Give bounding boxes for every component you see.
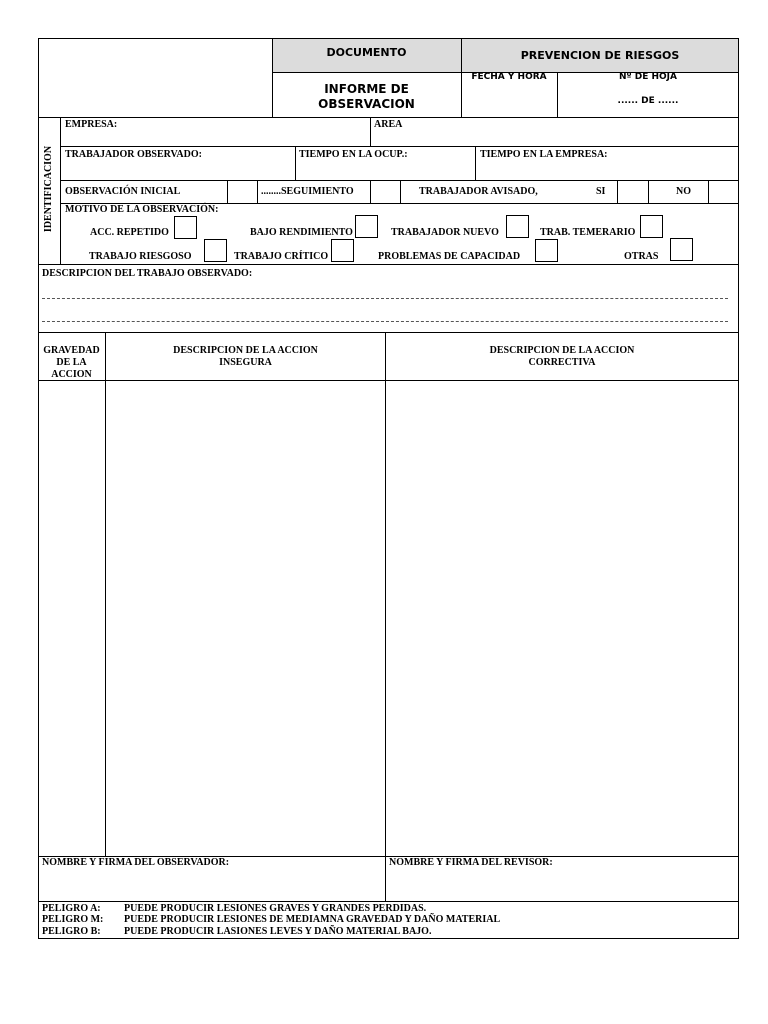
trabajo-critico-checkbox[interactable]: [331, 239, 354, 262]
peligro-a-text: PUEDE PRODUCIR LESIONES GRAVES Y GRANDES PERDIDAS.: [124, 903, 427, 914]
acc-repetido-label: ACC. REPETIDO: [90, 227, 169, 238]
peligro-a-code: PELIGRO A:: [42, 903, 101, 914]
trabajador-nuevo-checkbox[interactable]: [506, 215, 529, 238]
seguimiento-label: ........SEGUIMIENTO: [261, 186, 354, 197]
tiempo-empresa-label: TIEMPO EN LA EMPRESA:: [480, 149, 608, 160]
gravedad-header-line3: ACCION: [51, 369, 92, 380]
peligro-b-text: PUEDE PRODUCIR LASIONES LEVES Y DAÑO MATERIAL BAJO.: [124, 926, 432, 937]
peligro-b-code: PELIGRO B:: [42, 926, 101, 937]
acc-repetido-checkbox[interactable]: [174, 216, 197, 239]
bajo-rendimiento-checkbox[interactable]: [355, 215, 378, 238]
si-label: SI: [596, 186, 606, 197]
accion-correctiva-input-area[interactable]: [386, 381, 738, 856]
fecha-hora-label: FECHA Y HORA: [471, 72, 547, 82]
trab-temerario-checkbox[interactable]: [640, 215, 663, 238]
trabajo-riesgoso-label: TRABAJO RIESGOSO: [89, 251, 192, 262]
hoja-label: Nº DE HOJA: [619, 72, 677, 82]
bajo-rendimiento-label: BAJO RENDIMIENTO: [250, 227, 353, 238]
documento-label: DOCUMENTO: [326, 46, 407, 59]
gravedad-header-line2: DE LA: [56, 357, 87, 368]
trabajo-critico-label: TRABAJO CRÍTICO: [234, 251, 329, 262]
empresa-label: EMPRESA:: [65, 119, 118, 130]
area-label: AREA: [374, 119, 403, 130]
firma-observador-label: NOMBRE Y FIRMA DEL OBSERVADOR:: [42, 857, 230, 868]
no-label: NO: [676, 186, 691, 197]
trabajador-observado-label: TRABAJADOR OBSERVADO:: [65, 149, 202, 160]
descripcion-trabajo-label: DESCRIPCION DEL TRABAJO OBSERVADO:: [42, 268, 253, 279]
problemas-capacidad-label: PROBLEMAS DE CAPACIDAD: [378, 251, 521, 262]
document-title-line2: OBSERVACION: [318, 97, 415, 111]
identificacion-side-label: IDENTIFICACION: [43, 145, 54, 233]
observacion-inicial-label: OBSERVACIÓN INICIAL: [65, 186, 181, 197]
accion-insegura-input-area[interactable]: [106, 381, 385, 856]
accion-insegura-header-line2: INSEGURA: [219, 357, 272, 368]
document-title-line1: INFORME DE: [324, 82, 409, 96]
problemas-capacidad-checkbox[interactable]: [535, 239, 558, 262]
peligro-m-code: PELIGRO M:: [42, 914, 104, 925]
accion-insegura-header-line1: DESCRIPCION DE LA ACCION: [173, 345, 318, 356]
descripcion-line-1[interactable]: [42, 298, 728, 299]
gravedad-header-line1: GRAVEDAD: [43, 345, 100, 356]
otras-label: OTRAS: [624, 251, 659, 262]
peligro-m-text: PUEDE PRODUCIR LESIONES DE MEDIAMNA GRAVEDAD Y DAÑO MATERIAL: [124, 914, 501, 925]
trab-temerario-label: TRAB. TEMERARIO: [540, 227, 636, 238]
gravedad-input-area[interactable]: [39, 381, 105, 856]
hoja-value: ...... DE ......: [617, 96, 679, 106]
trabajo-riesgoso-checkbox[interactable]: [204, 239, 227, 262]
trabajador-avisado-label: TRABAJADOR AVISADO,: [419, 186, 538, 197]
otras-checkbox[interactable]: [670, 238, 693, 261]
company-area-title: PREVENCION DE RIESGOS: [520, 49, 680, 62]
tiempo-ocup-label: TIEMPO EN LA OCUP.:: [299, 149, 408, 160]
accion-correctiva-header-line2: CORRECTIVA: [528, 357, 596, 368]
firma-revisor-label: NOMBRE Y FIRMA DEL REVISOR:: [389, 857, 553, 868]
trabajador-nuevo-label: TRABAJADOR NUEVO: [391, 227, 499, 238]
accion-correctiva-header-line1: DESCRIPCION DE LA ACCION: [489, 345, 635, 356]
motivo-label: MOTIVO DE LA OBSERVACIÓN:: [65, 204, 219, 215]
descripcion-line-2[interactable]: [42, 321, 728, 322]
